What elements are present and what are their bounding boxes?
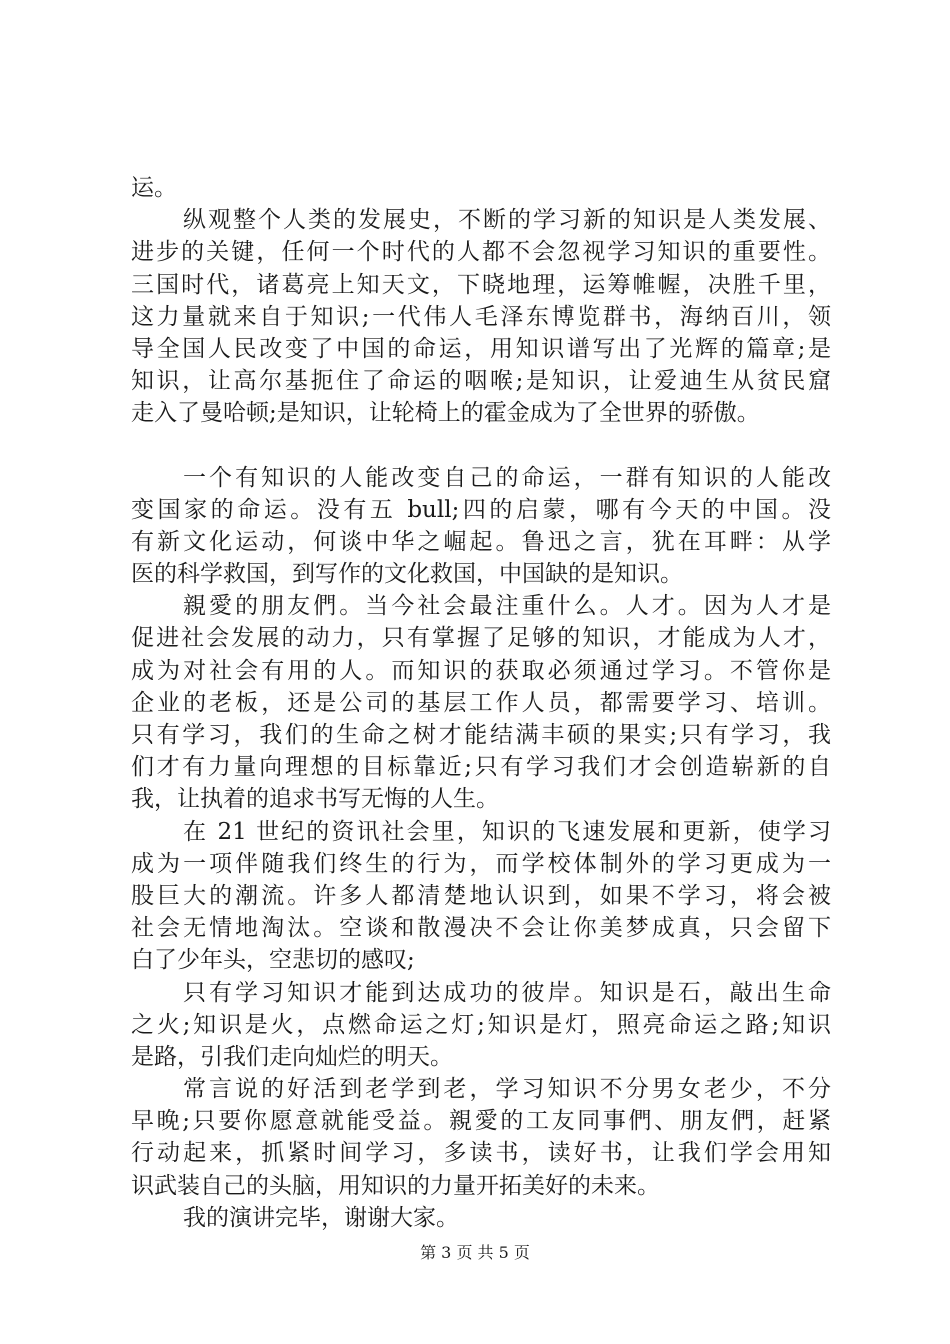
paragraph-line: 企业的老板，还是公司的基层工作人员，都需要学习、培训。 xyxy=(131,689,831,716)
paragraph-gap xyxy=(131,430,831,462)
paragraph-line: 只有学习，我们的生命之树才能结满丰硕的果实;只有学习，我 xyxy=(131,722,831,748)
paragraph-line: 运。 xyxy=(131,175,177,201)
paragraph-line: 之火;知识是火，点燃命运之灯;知识是灯，照亮命运之路;知识 xyxy=(131,1011,831,1038)
paragraph-line: 三国时代，诸葛亮上知天文，下晓地理，运筹帷幄，决胜千里， xyxy=(131,271,831,298)
paragraph-line: 这力量就来自于知识;一代伟人毛泽东博览群书，海纳百川，领 xyxy=(131,303,831,330)
paragraph-line: 股巨大的潮流。许多人都清楚地认识到，如果不学习，将会被 xyxy=(131,882,831,909)
page-number-footer: 第 3 页 共 5 页 xyxy=(420,1243,530,1262)
paragraph-line: 早晚;只要你愿意就能受益。親愛的工友同事們、朋友們，赶紧 xyxy=(131,1108,831,1135)
paragraph-line: 社会无情地淘汰。空谈和散漫决不会让你美梦成真，只会留下 xyxy=(131,915,831,942)
paragraph-line: 识武装自己的头脑，用知识的力量开拓美好的未来。 xyxy=(131,1172,660,1199)
paragraph-line: 成为对社会有用的人。而知识的获取必须通过学习。不管你是 xyxy=(131,657,831,684)
paragraph-line: 知识，让高尔基扼住了命运的咽喉;是知识，让爱迪生从贫民窟 xyxy=(131,368,831,395)
paragraph-line: 纵观整个人类的发展史，不断的学习新的知识是人类发展、 xyxy=(183,207,831,234)
paragraph-line: 行动起来，抓紧时间学习，多读书，读好书，让我们学会用知 xyxy=(131,1140,831,1167)
paragraph-line: 走入了曼哈顿;是知识，让轮椅上的霍金成为了全世界的骄傲。 xyxy=(131,400,760,427)
paragraph-line: 我，让执着的追求书写无悔的人生。 xyxy=(131,786,499,813)
paragraph-line: 进步的关键，任何一个时代的人都不会忽视学习知识的重要性。 xyxy=(131,239,831,266)
document-body xyxy=(131,172,831,1234)
paragraph-line: 有新文化运动，何谈中华之崛起。鲁迅之言，犹在耳畔：从学 xyxy=(131,528,831,555)
paragraph-line: 一个有知识的人能改变自己的命运，一群有知识的人能改 xyxy=(183,464,831,491)
paragraph-line: 在 21 世纪的资讯社会里，知识的飞速发展和更新，使学习 xyxy=(183,818,831,845)
paragraph-line: 只有学习知识才能到达成功的彼岸。知识是石，敲出生命 xyxy=(183,979,831,1006)
paragraph-line: 们才有力量向理想的目标靠近;只有学习我们才会创造崭新的自 xyxy=(131,754,831,781)
paragraph-line: 医的科学救国，到写作的文化救国，中国缺的是知识。 xyxy=(131,561,683,588)
paragraph-line: 是路，引我们走向灿烂的明天。 xyxy=(131,1043,453,1070)
paragraph-line: 成为一项伴随我们终生的行为，而学校体制外的学习更成为一 xyxy=(131,850,831,877)
paragraph-line: 导全国人民改变了中国的命运，用知识谱写出了光辉的篇章;是 xyxy=(131,335,831,362)
paragraph-line: 我的演讲完毕，谢谢大家。 xyxy=(183,1204,459,1231)
paragraph-line: 親愛的朋友們。当今社会最注重什么。人才。因为人才是 xyxy=(183,593,831,620)
paragraph-line: 变国家的命运。没有五 bull;四的启蒙，哪有今天的中国。没 xyxy=(131,496,831,523)
paragraph-line: 白了少年头，空悲切的感叹; xyxy=(131,947,415,974)
paragraph-line: 常言说的好活到老学到老，学习知识不分男女老少，不分 xyxy=(183,1076,831,1103)
paragraph-line: 促进社会发展的动力，只有掌握了足够的知识，才能成为人才， xyxy=(131,625,831,652)
